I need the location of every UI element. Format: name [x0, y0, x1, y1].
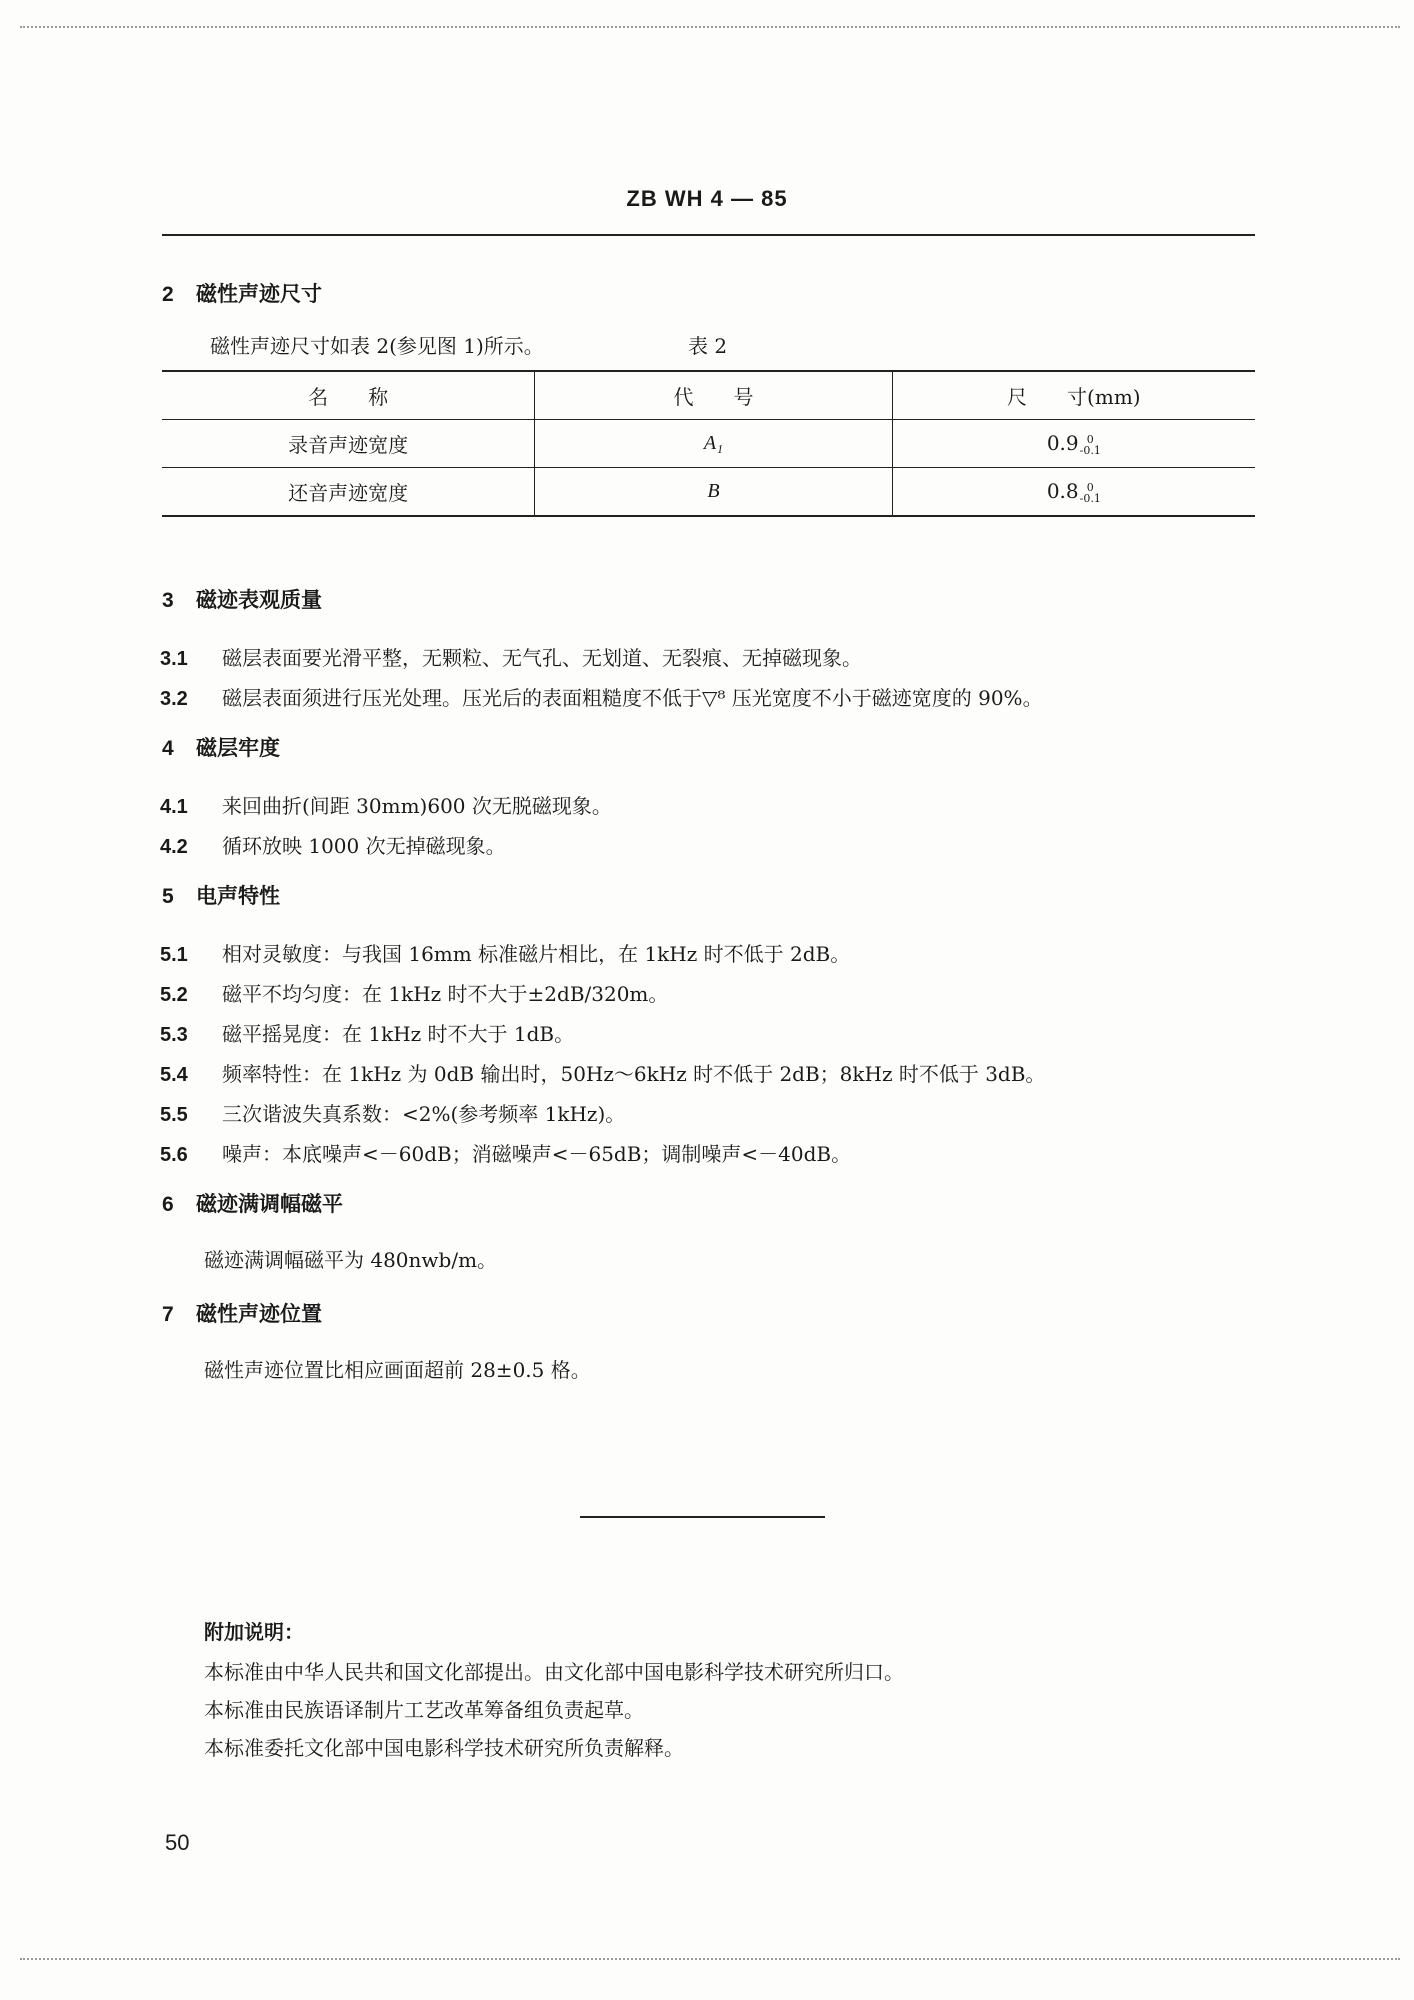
dimension-table: [162, 370, 1255, 517]
tolerance-upper: 0: [1086, 432, 1094, 446]
section-6-heading: [162, 1188, 343, 1218]
table-cell-size: [892, 420, 1255, 468]
clause-text: 循环放映 1000 次无掉磁现象。: [222, 834, 506, 858]
clause-text: 相对灵敏度：与我国 16mm 标准磁片相比，在 1kHz 时不低于 2dB。: [222, 942, 851, 966]
section-number: 4: [162, 737, 174, 760]
tolerance-upper: 0: [1086, 480, 1094, 494]
size-tolerance: [1080, 434, 1101, 456]
tolerance-lower: -0.1: [1079, 443, 1101, 457]
clause-5-1: [160, 938, 850, 967]
clause-number: 3.2: [160, 688, 188, 710]
table-label: 表 2: [688, 334, 728, 358]
size-value: 0.9: [1046, 431, 1079, 456]
size-value: 0.8: [1046, 479, 1079, 504]
table-header-code: 代 号: [535, 371, 892, 420]
section-6-text: 磁迹满调幅磁平为 480nwb/m。: [204, 1248, 498, 1272]
clause-text: 三次谐波失真系数：<2%(参考频率 1kHz)。: [222, 1102, 626, 1126]
additional-note-line: 本标准由民族语译制片工艺改革筹备组负责起草。: [204, 1698, 644, 1722]
section-7-heading: [162, 1298, 322, 1328]
scan-bottom-border: [20, 1958, 1400, 1960]
clause-5-3: [160, 1018, 574, 1047]
table-cell-size: [892, 468, 1255, 517]
clause-number: 4.1: [160, 796, 188, 818]
header-rule: [162, 234, 1255, 236]
additional-notes-title: 附加说明：: [204, 1620, 304, 1644]
clause-text: 频率特性：在 1kHz 为 0dB 输出时，50Hz～6kHz 时不低于 2dB；8kHz 时不低于 3dB。: [222, 1062, 1046, 1086]
section-title: 磁性声迹尺寸: [196, 281, 322, 306]
clause-number: 5.4: [160, 1064, 188, 1086]
clause-number: 5.6: [160, 1144, 188, 1166]
clause-number: 3.1: [160, 648, 188, 670]
section-number: 6: [162, 1193, 174, 1216]
table-cell-name: 还音声迹宽度: [162, 468, 535, 517]
clause-text: 噪声：本底噪声<－60dB；消磁噪声<－65dB；调制噪声<－40dB。: [222, 1142, 852, 1166]
table-caption: [210, 330, 728, 359]
table-header-row: [162, 371, 1255, 420]
section-2-heading: [162, 278, 322, 308]
table-row: [162, 468, 1255, 517]
table-header-name: 名 称: [162, 371, 535, 420]
section-title: 磁迹满调幅磁平: [196, 1191, 343, 1216]
clause-number: 5.1: [160, 944, 188, 966]
section-number: 2: [162, 283, 174, 306]
standard-code-header: ZB WH 4 — 85: [626, 186, 788, 211]
clause-text: 来回曲折(间距 30mm)600 次无脱磁现象。: [222, 794, 612, 818]
section-number: 3: [162, 589, 174, 612]
clause-4-2: [160, 830, 506, 859]
section-3-heading: [162, 584, 322, 614]
clause-text: 磁平摇晃度：在 1kHz 时不大于 1dB。: [222, 1022, 575, 1046]
clause-3-1: [160, 642, 862, 671]
clause-number: 5.5: [160, 1104, 188, 1126]
end-separator-rule: [580, 1516, 825, 1518]
section-title: 磁层牢度: [196, 735, 280, 760]
additional-note-line: 本标准委托文化部中国电影科学技术研究所负责解释。: [204, 1736, 684, 1760]
table-cell-name: 录音声迹宽度: [162, 420, 535, 468]
clause-text: 磁层表面要光滑平整，无颗粒、无气孔、无划道、无裂痕、无掉磁现象。: [222, 646, 862, 670]
section-4-heading: [162, 732, 280, 762]
tolerance-lower: -0.1: [1079, 491, 1101, 505]
table-header-size: 尺 寸(mm): [892, 371, 1255, 420]
clause-text: 磁平不均匀度：在 1kHz 时不大于±2dB/320m。: [222, 982, 669, 1006]
additional-note-line: 本标准由中华人民共和国文化部提出。由文化部中国电影科学技术研究所归口。: [204, 1660, 904, 1684]
scan-top-border: [20, 26, 1400, 28]
table-row: [162, 420, 1255, 468]
clause-text: 磁层表面须进行压光处理。压光后的表面粗糙度不低于▽⁸ 压光宽度不小于磁迹宽度的 90%。: [222, 686, 1043, 710]
section-title: 电声特性: [196, 883, 280, 908]
table-cell-code: A₁: [535, 420, 892, 468]
clause-number: 5.2: [160, 984, 188, 1006]
table-cell-code: B: [535, 468, 892, 517]
section-7-text: 磁性声迹位置比相应画面超前 28±0.5 格。: [204, 1358, 591, 1382]
section-number: 5: [162, 885, 174, 908]
section-title: 磁迹表观质量: [196, 587, 322, 612]
clause-5-6: [160, 1138, 851, 1167]
section-5-heading: [162, 880, 280, 910]
section-number: 7: [162, 1303, 174, 1326]
page-number: 50: [165, 1830, 190, 1855]
clause-4-1: [160, 790, 612, 819]
section-2-intro: 磁性声迹尺寸如表 2(参见图 1)所示。: [210, 334, 544, 358]
clause-number: 5.3: [160, 1024, 188, 1046]
clause-5-4: [160, 1058, 1045, 1087]
clause-3-2: [160, 682, 1043, 711]
size-tolerance: [1080, 482, 1101, 504]
clause-5-2: [160, 978, 668, 1007]
clause-number: 4.2: [160, 836, 188, 858]
section-title: 磁性声迹位置: [196, 1301, 322, 1326]
clause-5-5: [160, 1098, 625, 1127]
